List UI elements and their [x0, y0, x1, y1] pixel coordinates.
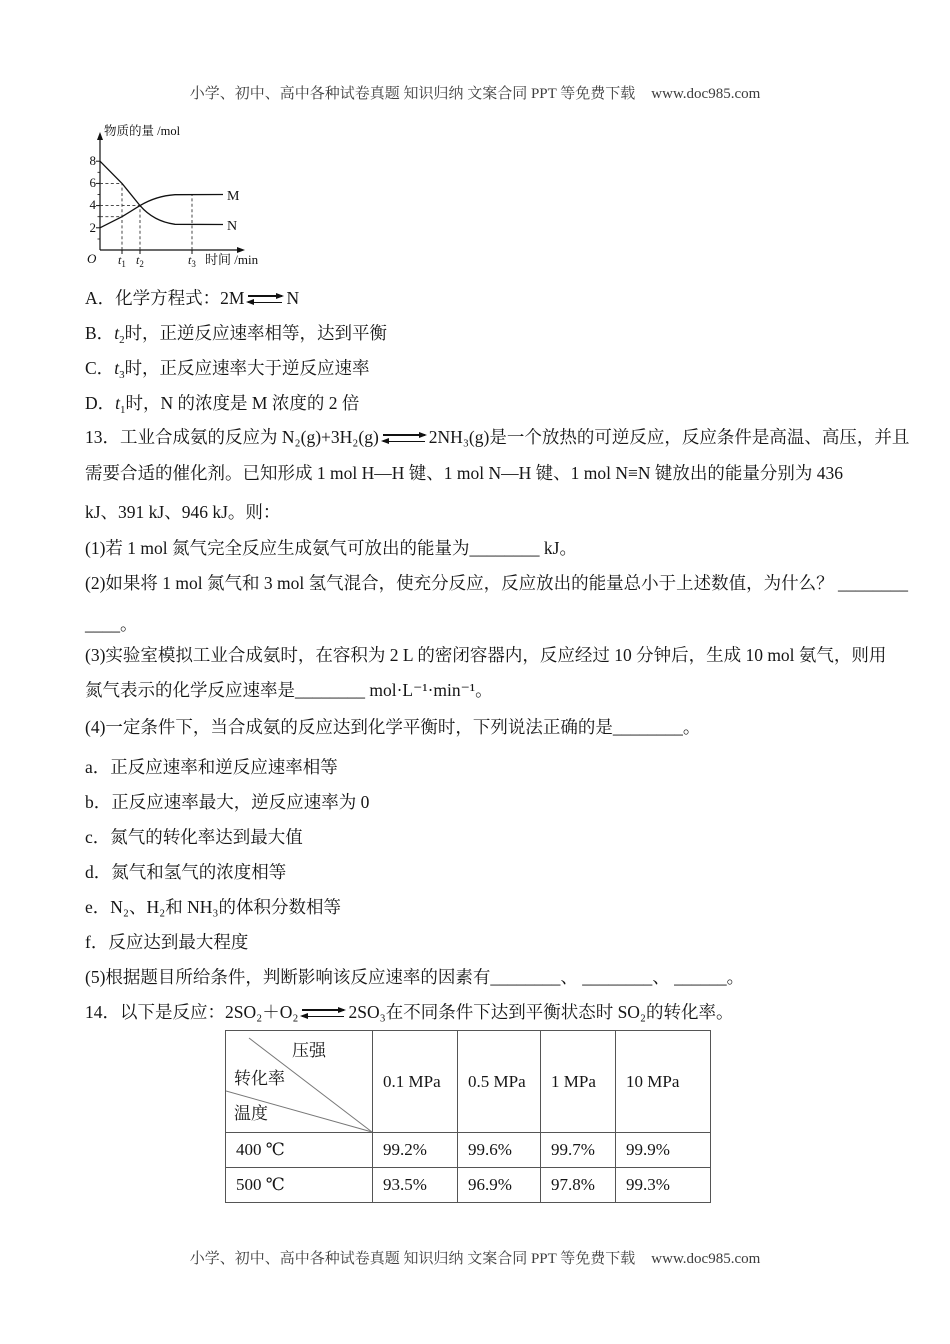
equilibrium-arrow-icon: [300, 1007, 346, 1020]
origin-label: O: [87, 251, 97, 266]
t-variable: t: [114, 358, 120, 378]
option-a-label: A．: [85, 288, 116, 308]
y-tick-2: 2: [89, 220, 96, 235]
q13-suboption-f: f．反应达到最大程度: [85, 932, 249, 952]
option-a-pre: 化学方程式：2M: [115, 288, 245, 308]
amount-time-chart: [83, 124, 275, 275]
chart-svg: [83, 124, 275, 270]
row-header-temp: 500 ℃: [226, 1168, 373, 1203]
column-header: 0.5 MPa: [458, 1031, 541, 1133]
option-d-text: 时，N 的浓度是 M 浓度的 2 倍: [125, 393, 360, 413]
table-cell: 99.2%: [373, 1133, 458, 1168]
q13-intro-line1: [85, 427, 909, 448]
page-footer: [0, 1247, 950, 1268]
q13-part3-line1: (3)实验室模拟工业合成氨时，在容积为 2 L 的密闭容器内，反应经过 10 分钟后，生成 10 mol 氨气，则用: [85, 645, 887, 665]
conversion-table-wrap: [225, 1030, 711, 1203]
q13-suboption-e: e．N₂、H₂和 NH₃的体积分数相等: [85, 897, 341, 917]
table-cell: 99.6%: [458, 1133, 541, 1168]
conversion-table: [225, 1030, 711, 1203]
table-corner-cell: [226, 1031, 373, 1133]
table-cell: 99.3%: [616, 1168, 711, 1203]
table-row: [226, 1168, 711, 1203]
curve-M-label: M: [227, 189, 240, 204]
q13-part2-continued: ____。: [85, 614, 138, 634]
option-d-label: D．: [85, 393, 116, 413]
option-d: [85, 393, 359, 414]
corner-label-pressure: 压强: [292, 1041, 326, 1060]
q14-formula-left: 以下是反应：2SO₂＋O₂: [120, 1002, 299, 1022]
q13-suboption-d: d．氮气和氢气的浓度相等: [85, 862, 287, 882]
row-header-temp: 400 ℃: [226, 1133, 373, 1168]
table-cell: 99.7%: [541, 1133, 616, 1168]
option-c: [85, 358, 370, 379]
x-tick-t2: $t_2$: [136, 253, 144, 269]
q13-formula-left: 工业合成氨的反应为 N₂(g)+3H₂(g): [120, 427, 379, 447]
t-variable: t: [114, 323, 120, 343]
header-text: 小学、初中、高中各种试卷真题 知识归纳 文案合同 PPT 等免费下载: [189, 86, 636, 102]
option-c-text: 时，正反应速率大于逆反应速率: [124, 358, 370, 378]
footer-text: 小学、初中、高中各种试卷真题 知识归纳 文案合同 PPT 等免费下载: [189, 1251, 636, 1267]
table-cell: 99.9%: [616, 1133, 711, 1168]
t-variable: t: [115, 393, 121, 413]
t-subscript: 1: [120, 404, 126, 416]
column-header: 1 MPa: [541, 1031, 616, 1133]
page-header: [0, 82, 950, 103]
q13-intro-line2: 需要合适的催化剂。已知形成 1 mol H—H 键、1 mol N—H 键、1 mol N≡N 键放出的能量分别为 436: [85, 463, 843, 483]
q13-intro-line3: kJ、391 kJ、946 kJ。则：: [85, 502, 281, 522]
equilibrium-arrow-icon: [381, 432, 427, 445]
table-cell: 96.9%: [458, 1168, 541, 1203]
curve-N-label: N: [227, 219, 238, 234]
option-a-post: N: [286, 288, 300, 308]
y-tick-8: 8: [89, 153, 96, 168]
q13-suboption-b: b．正反应速率最大，逆反应速率为 0: [85, 792, 370, 812]
table-cell: 97.8%: [541, 1168, 616, 1203]
y-axis-arrow-icon: [97, 132, 103, 140]
q13-part1: (1)若 1 mol 氮气完全反应生成氨气可放出的能量为________ kJ。: [85, 538, 577, 558]
option-c-label: C．: [85, 358, 115, 378]
header-url: www.doc985.com: [651, 86, 761, 102]
y-axis-label: 物质的量 /mol: [104, 124, 181, 138]
q13-number: 13．: [85, 427, 120, 447]
q13-formula-right: 2NH₃(g)是一个放热的可逆反应，反应条件是高温、高压，并且: [428, 427, 910, 447]
x-tick-t1: $t_1$: [118, 253, 126, 269]
x-tick-t3: $t_3$: [188, 253, 196, 269]
curve-M: [100, 195, 223, 228]
corner-label-temperature: 温度: [234, 1104, 268, 1123]
dashed-guides: [100, 183, 192, 250]
q13-part5: (5)根据题目所给条件，判断影响该反应速率的因素有________、 ________、 ______。: [85, 967, 745, 987]
q13-suboption-c: c．氮气的转化率达到最大值: [85, 827, 303, 847]
q14-number: 14．: [85, 1002, 120, 1022]
q13-part3-line2: 氮气表示的化学反应速率是________ mol·L⁻¹·min⁻¹。: [85, 680, 493, 700]
curve-N: [100, 161, 223, 224]
y-tick-6: 6: [89, 175, 96, 190]
option-b-text: 时，正逆反应速率相等，达到平衡: [124, 323, 388, 343]
corner-label-conversion: 转化率: [234, 1069, 285, 1088]
q14-intro: [85, 1002, 734, 1023]
column-header: 10 MPa: [616, 1031, 711, 1133]
equilibrium-arrow-icon: [246, 293, 284, 306]
option-b: [85, 323, 387, 344]
option-b-label: B．: [85, 323, 115, 343]
x-axis-label: 时间 /min: [205, 252, 259, 267]
column-header: 0.1 MPa: [373, 1031, 458, 1133]
table-row: [226, 1133, 711, 1168]
y-tick-4: 4: [89, 197, 96, 212]
footer-url: www.doc985.com: [651, 1251, 761, 1267]
q13-suboption-a: a．正反应速率和逆反应速率相等: [85, 757, 338, 777]
q13-part4: (4)一定条件下，当合成氨的反应达到化学平衡时，下列说法正确的是________。: [85, 717, 701, 737]
table-cell: 93.5%: [373, 1168, 458, 1203]
t-subscript: 2: [119, 334, 125, 346]
q14-formula-right: 2SO₃在不同条件下达到平衡状态时 SO₂的转化率。: [348, 1002, 734, 1022]
q13-part2: (2)如果将 1 mol 氮气和 3 mol 氢气混合，使充分反应，反应放出的能量总小于上述数值，为什么？ ________: [85, 573, 908, 593]
option-a: [85, 288, 299, 309]
t-subscript: 3: [119, 369, 125, 381]
